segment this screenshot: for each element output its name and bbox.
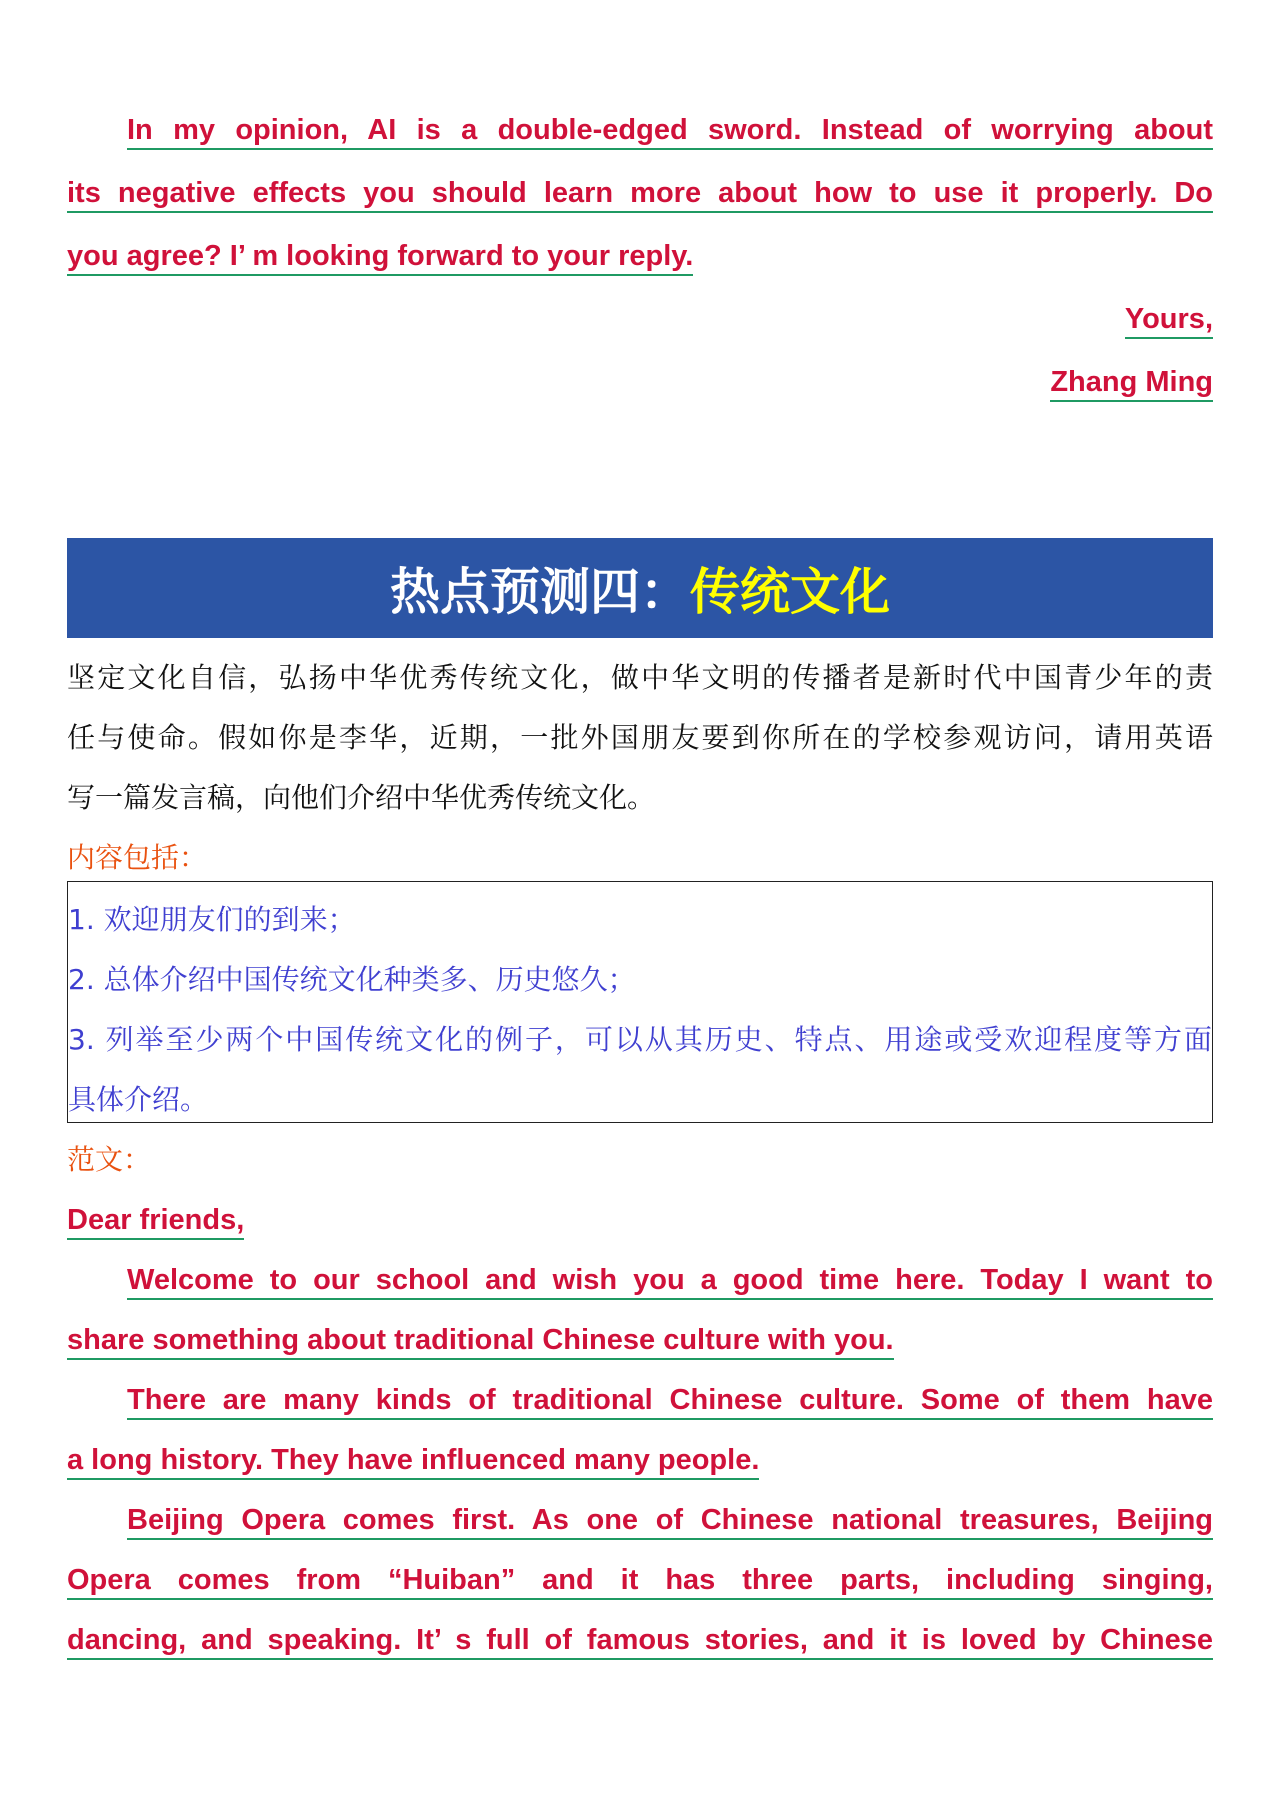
essay-line: Beijing Opera comes first. As one of Chinese national treasures, Beijing <box>67 1500 1213 1540</box>
letter-closing: Yours, <box>67 299 1213 339</box>
prompt-line: 任与使命。假如你是李华，近期，一批外国朋友要到你所在的学校参观访问，请用英语 <box>67 721 1213 754</box>
letter-signature: Zhang Ming <box>67 362 1213 402</box>
letter-line: In my opinion, AI is a double-edged sword. Instead of worrying about <box>67 110 1213 150</box>
content-label: 内容包括： <box>67 841 208 874</box>
requirement-item: 具体介绍。 <box>68 1083 209 1116</box>
banner-topic: 传统文化 <box>690 563 890 621</box>
essay-line: Welcome to our school and wish you a good time here. Today I want to <box>67 1260 1213 1300</box>
essay-line: There are many kinds of traditional Chinese culture. Some of them have <box>67 1380 1213 1420</box>
essay-greeting: Dear friends, <box>67 1200 1213 1240</box>
topic-banner <box>67 538 1213 638</box>
essay-line: a long history. They have influenced many people. <box>67 1440 1213 1480</box>
letter-line: its negative effects you should learn more about how to use it properly. Do <box>67 173 1213 213</box>
requirements-box <box>67 881 1213 1123</box>
letter-line: you agree? I’ m looking forward to your reply. <box>67 236 1213 276</box>
essay-line: Opera comes from “Huiban” and it has three parts, including singing, <box>67 1560 1213 1600</box>
prompt-line: 坚定文化自信，弘扬中华优秀传统文化，做中华文明的传播者是新时代中国青少年的责 <box>67 661 1213 694</box>
prompt-line: 写一篇发言稿，向他们介绍中华优秀传统文化。 <box>67 781 656 814</box>
banner-prefix: 热点预测四： <box>390 563 690 621</box>
requirement-item: 3. 列举至少两个中国传统文化的例子，可以从其历史、特点、用途或受欢迎程度等方面 <box>68 1023 1212 1056</box>
requirement-item: 2. 总体介绍中国传统文化种类多、历史悠久； <box>68 963 636 996</box>
requirement-item: 1. 欢迎朋友们的到来； <box>68 903 356 936</box>
essay-line: share something about traditional Chinese culture with you. <box>67 1320 1213 1360</box>
sample-label: 范文： <box>67 1143 152 1176</box>
essay-line: dancing, and speaking. It’ s full of famous stories, and it is loved by Chinese <box>67 1620 1213 1660</box>
